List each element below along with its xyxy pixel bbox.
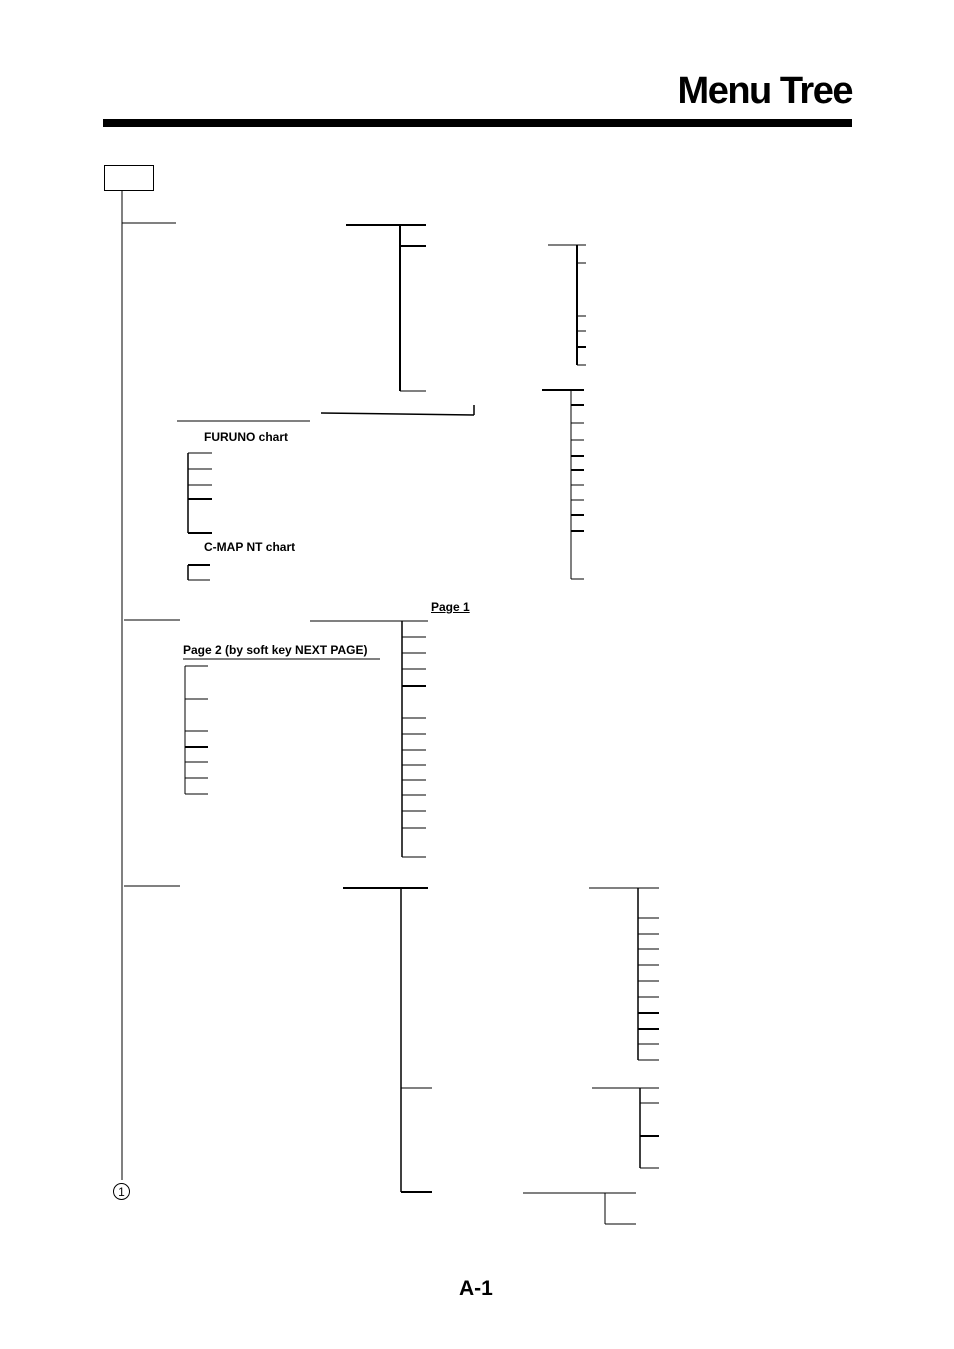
page-number: A-1 [459,1277,493,1300]
page2-label: Page 2 (by soft key NEXT PAGE) [183,643,368,657]
cmap-chart-label: C-MAP NT chart [204,540,296,554]
page1-label: Page 1 [431,600,470,614]
root-menu-box [105,166,154,191]
furuno-chart-label: FURUNO chart [204,430,289,444]
page-title: Menu Tree [677,70,852,112]
continuation-marker: 1 [113,1183,130,1200]
